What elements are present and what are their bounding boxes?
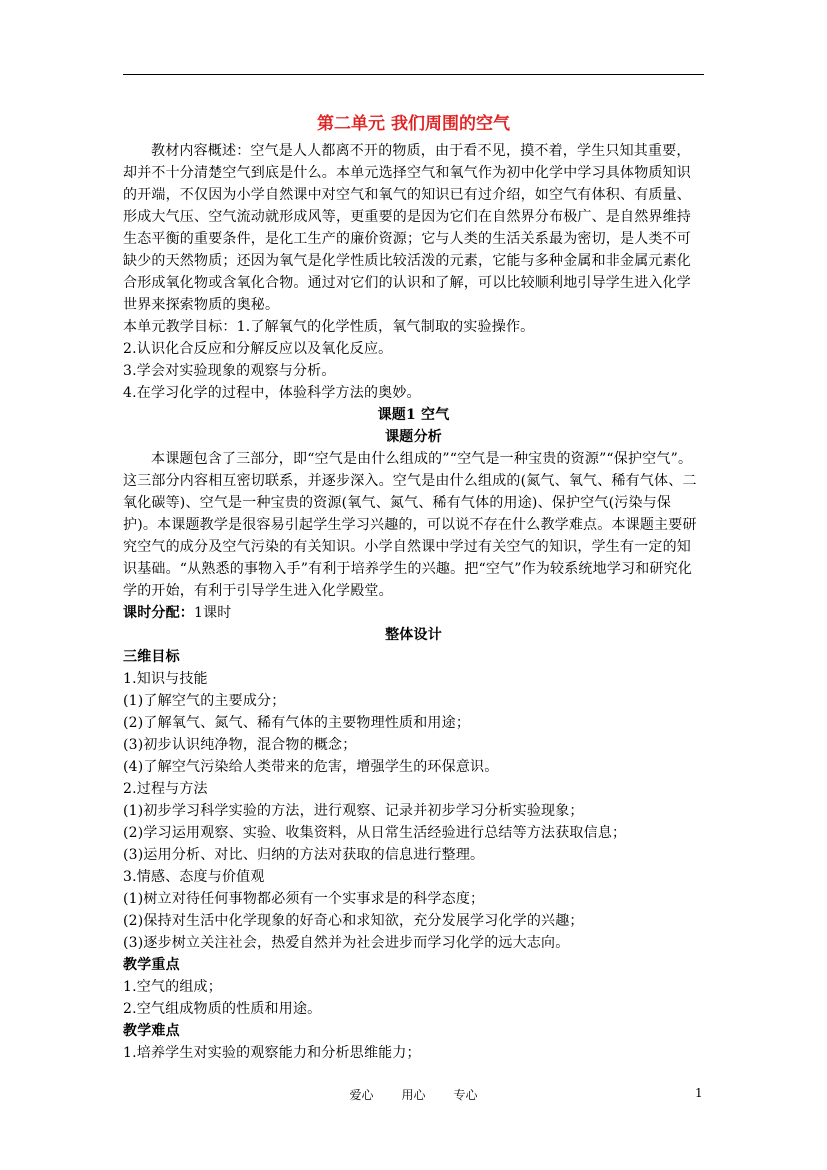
hours-line [123, 602, 704, 624]
goal-line: (3)运用分析、对比、归纳的方法对获取的信息进行整理。 [123, 847, 485, 863]
difficult-points-heading: 教学难点 [123, 1023, 180, 1039]
goal-line: (2)了解氧气、氮气、稀有气体的主要物理性质和用途； [123, 715, 471, 731]
goal-line: (1)初步学习科学实验的方法，进行观察、记录并初步学习分析实验现象； [123, 803, 584, 819]
header-rule [123, 74, 704, 75]
unit-goal-2: 2.认识化合反应和分解反应以及氧化反应。 [123, 341, 393, 357]
analysis-paragraph: 本课题包含了三部分，即“空气是由什么组成的”“空气是一种宝贵的资源”“保护空气”。这三部分内容相互密切联系，并逐步深入。空气是由什么组成的(氮气、氧气、稀有气体、二氧化碳等)、空气是一种宝贵的资源(氧气、氮气、稀有气体的用途)、保护空气(污染与保护)。本课题教学是很容易引起学生学习兴趣的，可以说不存在什么教学难点。本课题主要研究空气的成分及空气污染的有关知识。小学自然课中学过有关空气的知识，学生有一定的知识基础。“从熟悉的事物入手”有利于培养学生的兴趣。把“空气”作为较系统地学习和研究化学的开始，有利于引导学生进入化学殿堂。 [123, 451, 697, 599]
goal-line: (1)了解空气的主要成分； [123, 693, 286, 709]
key-point-line: 2.空气组成物质的性质和用途。 [123, 1001, 322, 1017]
document-body [123, 110, 704, 1064]
goal-line: 3.情感、态度与价值观 [123, 869, 265, 885]
lesson-title: 课题1 空气 [377, 407, 450, 423]
key-point-line: 1.空气的组成； [123, 979, 222, 995]
page-number: 1 [695, 1086, 703, 1100]
design-heading: 整体设计 [385, 627, 442, 643]
footer-motto [0, 1086, 827, 1103]
unit-goal-3: 3.学会对实验现象的观察与分析。 [123, 363, 336, 379]
motto-word: 专心 [453, 1088, 478, 1102]
goals-heading: 三维目标 [123, 649, 180, 665]
unit-title: 第二单元 我们周围的空气 [317, 114, 510, 134]
difficult-point-line: 1.培养学生对实验的观察能力和分析思维能力； [123, 1045, 421, 1061]
motto-word: 爱心 [349, 1088, 374, 1102]
unit-goal-1: 本单元教学目标：1.了解氧气的化学性质，氧气制取的实验操作。 [123, 319, 535, 335]
goal-line: 1.知识与技能 [123, 671, 208, 687]
hours-value: 1课时 [194, 605, 232, 621]
goal-line: (4)了解空气污染给人类带来的危害，增强学生的环保意识。 [123, 759, 499, 775]
goal-line: (2)保持对生活中化学现象的好奇心和求知欲，充分发展学习化学的兴趣； [123, 913, 584, 929]
analysis-heading: 课题分析 [385, 429, 442, 445]
key-points-heading: 教学重点 [123, 957, 180, 973]
goal-line: 2.过程与方法 [123, 781, 208, 797]
goal-line: (3)初步认识纯净物，混合物的概念； [123, 737, 357, 753]
unit-goal-4: 4.在学习化学的过程中，体验科学方法的奥妙。 [123, 385, 421, 401]
intro-paragraph: 教材内容概述：空气是人人都离不开的物质，由于看不见，摸不着，学生只知其重要，却并不十分清楚空气到底是什么。本单元选择空气和氧气作为初中化学中学习具体物质知识的开端，不仅因为小学自然课中对空气和氧气的知识已有过介绍，如空气有体积、有质量、形成大气压、空气流动就形成风等，更重要的是因为它们在自然界分布极广、是自然界维持生态平衡的重要条件，是化工生产的廉价资源；它与人类的生活关系最为密切，是人类不可缺少的天然物质；还因为氧气是化学性质比较活泼的元素，它能与多种金属和非金属元素化合形成氧化物或含氧化合物。通过对它们的认识和了解，可以比较顺利地引导学生进入化学世界来探索物质的奥秘。 [123, 143, 691, 313]
motto-word: 用心 [401, 1088, 426, 1102]
goal-line: (2)学习运用观察、实验、收集资料，从日常生活经验进行总结等方法获取信息； [123, 825, 627, 841]
goal-line: (1)树立对待任何事物都必须有一个实事求是的科学态度； [123, 891, 485, 907]
goal-line: (3)逐步树立关注社会，热爱自然并为社会进步而学习化学的远大志向。 [123, 935, 570, 951]
hours-label: 课时分配： [123, 605, 194, 621]
